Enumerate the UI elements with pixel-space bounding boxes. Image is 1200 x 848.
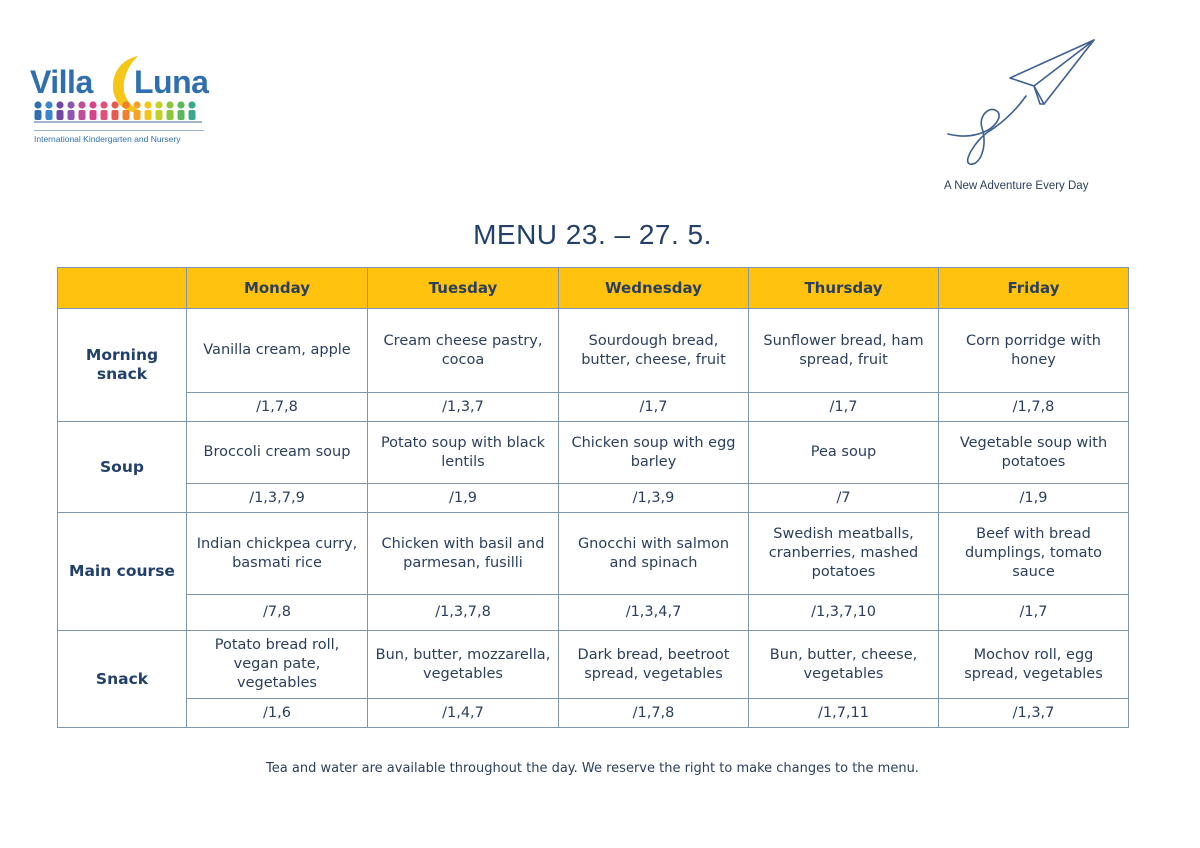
dish-cell: Chicken with basil and parmesan, fusilli	[368, 513, 559, 595]
header-cell-thursday: Thursday	[749, 268, 939, 309]
dish-cell: Dark bread, beetroot spread, vegetables	[559, 631, 749, 699]
logo-name-villa: Villa	[30, 64, 93, 100]
allergen-cell: /1,7,11	[749, 699, 939, 728]
dish-cell: Beef with bread dumplings, tomato sauce	[939, 513, 1129, 595]
dish-cell: Potato bread roll, vegan pate, vegetables	[187, 631, 368, 699]
dish-cell: Gnocchi with salmon and spinach	[559, 513, 749, 595]
table-row	[58, 309, 1129, 393]
allergen-cell: /1,3,7,8	[368, 595, 559, 631]
allergen-cell: /1,7,8	[559, 699, 749, 728]
dish-cell: Chicken soup with egg barley	[559, 422, 749, 484]
header-cell-monday: Monday	[187, 268, 368, 309]
allergen-cell: /1,9	[939, 484, 1129, 513]
slogan-text: A New Adventure Every Day	[944, 180, 1089, 192]
paper-plane-icon	[940, 36, 1110, 176]
allergen-cell: /1,4,7	[368, 699, 559, 728]
villa-luna-logo	[30, 54, 220, 150]
allergen-cell: /1,7	[749, 393, 939, 422]
header-cell-corner	[58, 268, 187, 309]
footer-note: Tea and water are available throughout the day. We reserve the right to make changes to the menu.	[266, 761, 919, 776]
header-cell-wednesday: Wednesday	[559, 268, 749, 309]
allergen-cell: /1,7,8	[187, 393, 368, 422]
allergen-cell: /1,3,7	[368, 393, 559, 422]
table-row	[58, 595, 1129, 631]
row-label-snack: Snack	[58, 631, 187, 728]
table-row	[58, 513, 1129, 595]
dish-cell: Vanilla cream, apple	[187, 309, 368, 393]
allergen-cell: /1,9	[368, 484, 559, 513]
menu-title: MENU 23. – 27. 5.	[473, 219, 712, 250]
allergen-cell: /1,3,4,7	[559, 595, 749, 631]
dish-cell: Sunflower bread, ham spread, fruit	[749, 309, 939, 393]
row-label-soup: Soup	[58, 422, 187, 513]
allergen-cell: /7,8	[187, 595, 368, 631]
dish-cell: Cream cheese pastry, cocoa	[368, 309, 559, 393]
allergen-cell: /1,3,7	[939, 699, 1129, 728]
logo-tagline: International Kindergarten and Nursery	[34, 134, 181, 144]
dish-cell: Potato soup with black lentils	[368, 422, 559, 484]
logo-name-luna: Luna	[134, 64, 209, 100]
table-row	[58, 631, 1129, 699]
row-label-morning-snack: Morning snack	[58, 309, 187, 422]
allergen-cell: /1,3,7,10	[749, 595, 939, 631]
dish-cell: Bun, butter, mozzarella, vegetables	[368, 631, 559, 699]
allergen-cell: /1,7	[559, 393, 749, 422]
allergen-cell: /1,7,8	[939, 393, 1129, 422]
logo-divider	[34, 130, 204, 131]
dish-cell: Vegetable soup with potatoes	[939, 422, 1129, 484]
row-label-main-course: Main course	[58, 513, 187, 631]
allergen-cell: /1,3,9	[559, 484, 749, 513]
dish-cell: Sourdough bread, butter, cheese, fruit	[559, 309, 749, 393]
dish-cell: Indian chickpea curry, basmati rice	[187, 513, 368, 595]
allergen-cell: /1,6	[187, 699, 368, 728]
header-cell-tuesday: Tuesday	[368, 268, 559, 309]
dish-cell: Mochov roll, egg spread, vegetables	[939, 631, 1129, 699]
dish-cell: Broccoli cream soup	[187, 422, 368, 484]
table-row	[58, 393, 1129, 422]
dish-cell: Swedish meatballs, cranberries, mashed potatoes	[749, 513, 939, 595]
menu-table	[57, 267, 1129, 728]
allergen-cell: /1,7	[939, 595, 1129, 631]
children-row-icon	[32, 100, 204, 128]
allergen-cell: /7	[749, 484, 939, 513]
table-row	[58, 484, 1129, 513]
dish-cell: Bun, butter, cheese, vegetables	[749, 631, 939, 699]
allergen-cell: /1,3,7,9	[187, 484, 368, 513]
table-row	[58, 422, 1129, 484]
dish-cell: Corn porridge with honey	[939, 309, 1129, 393]
table-header-row	[58, 268, 1129, 309]
dish-cell: Pea soup	[749, 422, 939, 484]
table-row	[58, 699, 1129, 728]
header-cell-friday: Friday	[939, 268, 1129, 309]
